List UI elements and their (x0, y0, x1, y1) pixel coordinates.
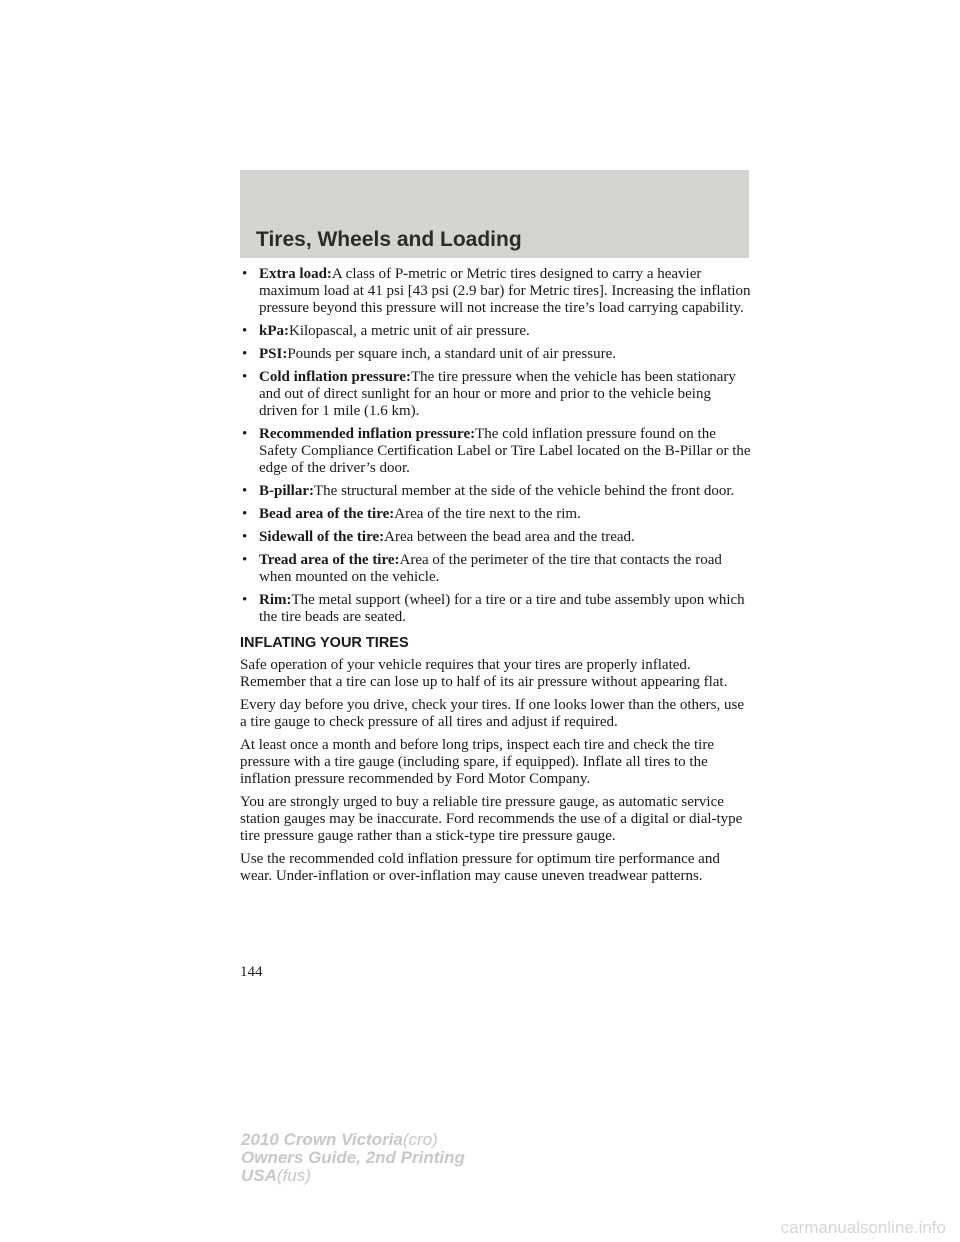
bullet-icon: • (242, 323, 248, 339)
definition-term: Cold inflation pressure: (259, 369, 411, 385)
section-heading: INFLATING YOUR TIRES (240, 635, 409, 651)
footer-line-3 (241, 1167, 465, 1185)
bullet-icon: • (242, 592, 248, 608)
definition-text: The metal support (wheel) for a tire or a tire and tube assembly upon which the tire beads are seated. (259, 592, 745, 625)
definition-term: PSI: (259, 346, 288, 362)
definition-item (240, 369, 752, 420)
definition-text: Pounds per square inch, a standard unit of air pressure. (287, 346, 617, 362)
definition-text: Area of the perimeter of the tire that contacts the road when mounted on the vehicle. (259, 552, 722, 585)
footer-market-code: (fus) (276, 1166, 311, 1185)
bullet-icon: • (242, 266, 248, 282)
page-number: 144 (240, 964, 263, 980)
bullet-icon: • (242, 346, 248, 362)
footer-market: USA (241, 1166, 277, 1185)
definition-term: Recommended inflation pressure: (259, 426, 476, 442)
paragraph: You are strongly urged to buy a reliable tire pressure gauge, as automatic service station gauges may be inaccurate. Ford recommends the use of a digital or dial-type tire pressure gauge rather than a stick-type tire pressure gauge. (240, 794, 743, 844)
bullet-icon: • (242, 483, 248, 499)
paragraph: Safe operation of your vehicle requires that your tires are properly inflated. Remember that a tire can lose up to half of its air pressure without appearing flat. (240, 657, 728, 690)
definition-item (240, 483, 752, 500)
bullet-icon: • (242, 552, 248, 568)
definition-term: Rim: (259, 592, 292, 608)
definition-term: Extra load: (259, 266, 332, 282)
definition-text: Area between the bead area and the tread. (384, 529, 635, 545)
definition-text: A class of P-metric or Metric tires designed to carry a heavier maximum load at 41 psi [43 psi (2.9 bar) for Metric tires]. Increasing the inflation pressure beyond this pressure will not increase the tire’s load carrying capability. (259, 266, 751, 316)
page-content (240, 266, 752, 891)
footer-vehicle: 2010 Crown Victoria (241, 1130, 403, 1149)
watermark-text: carmanualsonline.info (780, 1218, 946, 1237)
definition-text: Kilopascal, a metric unit of air pressure. (289, 323, 530, 339)
definition-text: Area of the tire next to the rim. (394, 506, 581, 522)
footer-line-1 (241, 1131, 465, 1149)
page-title: Tires, Wheels and Loading (256, 228, 522, 251)
definition-term: Sidewall of the tire: (259, 529, 385, 545)
paragraph: At least once a month and before long trips, inspect each tire and check the tire pressure with a tire gauge (including spare, if equipped). Inflate all tires to the inflation pressure recommended by Ford Motor Company. (240, 737, 714, 787)
footer-vehicle-code: (cro) (402, 1130, 438, 1149)
bullet-icon: • (242, 529, 248, 545)
paragraph: Every day before you drive, check your tires. If one looks lower than the others, use a tire gauge to check pressure of all tires and adjust if required. (240, 697, 745, 730)
bullet-icon: • (242, 426, 248, 442)
definition-item (240, 426, 752, 477)
definition-term: B-pillar: (259, 483, 314, 499)
definition-term: kPa: (259, 323, 289, 339)
bullet-icon: • (242, 506, 248, 522)
definition-term: Bead area of the tire: (259, 506, 395, 522)
paragraph: Use the recommended cold inflation pressure for optimum tire performance and wear. Under-inflation or over-inflation may cause uneven treadwear patterns. (240, 851, 720, 884)
definition-item (240, 266, 752, 317)
definition-item (240, 552, 752, 586)
definition-item (240, 346, 752, 363)
footer-line-2: Owners Guide, 2nd Printing (241, 1148, 465, 1167)
definition-text: The structural member at the side of the vehicle behind the front door. (314, 483, 735, 499)
definition-item (240, 529, 752, 546)
definition-item (240, 506, 752, 523)
bullet-icon: • (242, 369, 248, 385)
definition-text: The tire pressure when the vehicle has been stationary and out of direct sunlight for an hour or more and prior to the vehicle being driven for 1 mile (1.6 km). (259, 369, 736, 419)
definition-text: The cold inflation pressure found on the Safety Compliance Certification Label or Tire Label located on the B-Pillar or the edge of the driver’s door. (259, 426, 751, 476)
definition-item (240, 592, 752, 626)
definition-list (240, 266, 752, 626)
definition-item (240, 323, 752, 340)
definition-term: Tread area of the tire: (259, 552, 400, 568)
document-footer (241, 1131, 465, 1185)
